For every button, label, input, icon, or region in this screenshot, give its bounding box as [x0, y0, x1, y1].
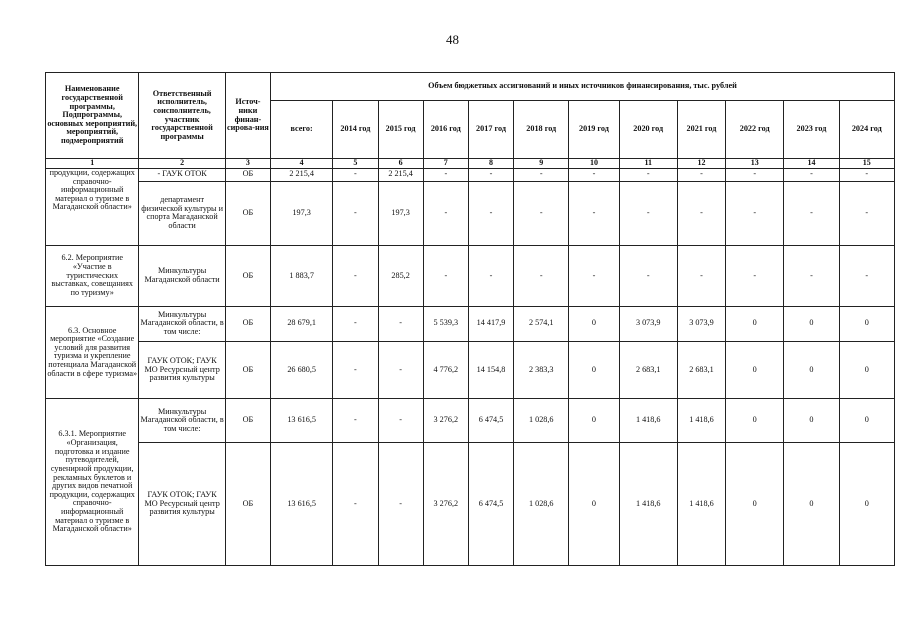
column-number: 1 [46, 159, 139, 169]
source-cell: ОБ [225, 341, 270, 398]
source-cell: ОБ [225, 169, 270, 182]
responsible-cell: Минкультуры Магаданской области, в том числе: [139, 306, 225, 341]
year-value-cell: 0 [784, 306, 839, 341]
header-responsible: Ответственный исполнитель, соисполнитель, участник государственной программы [139, 73, 225, 159]
year-value-cell: - [569, 181, 619, 246]
year-value-cell: - [333, 246, 378, 306]
header-year: 2016 год [423, 101, 468, 159]
year-value-cell: 0 [569, 399, 619, 443]
year-value-cell: - [333, 442, 378, 565]
table-row [46, 181, 895, 246]
year-value-cell: - [839, 181, 894, 246]
year-value-cell: 14 154,8 [468, 341, 513, 398]
year-value-cell: 1 418,6 [619, 399, 677, 443]
header-year: 2014 год [333, 101, 378, 159]
page-number: 48 [446, 32, 459, 47]
measure-name: 6.2. Мероприятие «Участие в туристических выставках, совещаниях по туризму» [46, 246, 139, 306]
year-value-cell: 1 028,6 [514, 399, 569, 443]
year-value-cell: - [619, 169, 677, 182]
year-value-cell: - [333, 341, 378, 398]
header-volume: Объем бюджетных ассигнований и иных источников финансирования, тыс. рублей [271, 73, 895, 101]
year-value-cell: 1 418,6 [677, 399, 725, 443]
column-number: 15 [839, 159, 894, 169]
table-row [46, 399, 895, 443]
table-row [46, 442, 895, 565]
year-value-cell: 2 683,1 [677, 341, 725, 398]
year-value-cell: 4 776,2 [423, 341, 468, 398]
year-value-cell: 0 [726, 306, 784, 341]
column-number: 12 [677, 159, 725, 169]
measure-name: 6.3.1. Мероприятие «Организация, подготовка и издание путеводителей, сувенирной продукции, рекламных буклетов и других видов печатной продукции, содержащих справочно-информационный материал о туризме в Магаданской области» [46, 399, 139, 566]
year-value-cell: 2 215,4 [378, 169, 423, 182]
year-value-cell: 14 417,9 [468, 306, 513, 341]
header-year: 2023 год [784, 101, 839, 159]
year-value-cell: - [468, 246, 513, 306]
year-value-cell: 2 683,1 [619, 341, 677, 398]
year-value-cell: 2 383,3 [514, 341, 569, 398]
year-value-cell: - [514, 181, 569, 246]
total-cell: 1 883,7 [271, 246, 333, 306]
header-year: 2022 год [726, 101, 784, 159]
total-cell: 197,3 [271, 181, 333, 246]
source-cell: ОБ [225, 246, 270, 306]
year-value-cell: - [468, 169, 513, 182]
total-cell: 13 616,5 [271, 399, 333, 443]
header-year: 2020 год [619, 101, 677, 159]
responsible-cell: ГАУК ОТОК; ГАУК МО Ресурсный центр развития культуры [139, 341, 225, 398]
year-value-cell: - [569, 169, 619, 182]
year-value-cell: - [677, 169, 725, 182]
measure-name: продукции, содержащих справочно-информационный материал о туризме в Магаданской области» [46, 169, 139, 246]
year-value-cell: 0 [569, 341, 619, 398]
year-value-cell: - [378, 341, 423, 398]
year-value-cell: - [677, 181, 725, 246]
table-row [46, 169, 895, 182]
column-number: 10 [569, 159, 619, 169]
year-value-cell: - [378, 442, 423, 565]
year-value-cell: - [619, 246, 677, 306]
header-year: 2015 год [378, 101, 423, 159]
header-year: 2019 год [569, 101, 619, 159]
header-source: Источ-ники финан-сирова-ния [225, 73, 270, 159]
year-value-cell: 1 418,6 [677, 442, 725, 565]
year-value-cell: 1 418,6 [619, 442, 677, 565]
year-value-cell: - [423, 169, 468, 182]
year-value-cell: 1 028,6 [514, 442, 569, 565]
year-value-cell: - [784, 246, 839, 306]
column-number: 14 [784, 159, 839, 169]
year-value-cell: - [619, 181, 677, 246]
year-value-cell: 0 [726, 442, 784, 565]
financing-table [45, 72, 895, 566]
year-value-cell: 5 539,3 [423, 306, 468, 341]
year-value-cell: - [514, 169, 569, 182]
year-value-cell: 0 [569, 442, 619, 565]
total-cell: 28 679,1 [271, 306, 333, 341]
column-number: 4 [271, 159, 333, 169]
table-row [46, 341, 895, 398]
year-value-cell: 2 574,1 [514, 306, 569, 341]
year-value-cell: - [333, 181, 378, 246]
column-number: 6 [378, 159, 423, 169]
year-value-cell: 0 [726, 341, 784, 398]
year-value-cell: - [784, 181, 839, 246]
column-number: 9 [514, 159, 569, 169]
column-number: 2 [139, 159, 225, 169]
year-value-cell: - [378, 399, 423, 443]
year-value-cell: - [423, 246, 468, 306]
year-value-cell: - [726, 246, 784, 306]
year-value-cell: 0 [839, 306, 894, 341]
year-value-cell: - [839, 246, 894, 306]
year-value-cell: - [468, 181, 513, 246]
year-value-cell: - [423, 181, 468, 246]
year-value-cell: 0 [569, 306, 619, 341]
year-value-cell: - [569, 246, 619, 306]
year-value-cell: 0 [839, 399, 894, 443]
year-value-cell: - [726, 181, 784, 246]
table-row [46, 306, 895, 341]
column-number: 3 [225, 159, 270, 169]
column-number: 11 [619, 159, 677, 169]
year-value-cell: - [333, 169, 378, 182]
responsible-cell: Минкультуры Магаданской области [139, 246, 225, 306]
year-value-cell: - [839, 169, 894, 182]
year-value-cell: - [378, 306, 423, 341]
header-year: 2017 год [468, 101, 513, 159]
source-cell: ОБ [225, 181, 270, 246]
source-cell: ОБ [225, 399, 270, 443]
column-number: 8 [468, 159, 513, 169]
responsible-cell: Минкультуры Магаданской области, в том числе: [139, 399, 225, 443]
year-value-cell: 0 [839, 341, 894, 398]
responsible-cell: департамент физической культуры и спорта Магаданской области [139, 181, 225, 246]
year-value-cell: - [514, 246, 569, 306]
year-value-cell: 0 [784, 341, 839, 398]
responsible-cell: - ГАУК ОТОК [139, 169, 225, 182]
year-value-cell: - [333, 306, 378, 341]
column-number: 5 [333, 159, 378, 169]
year-value-cell: 3 073,9 [619, 306, 677, 341]
year-value-cell: 3 276,2 [423, 442, 468, 565]
year-value-cell: 3 276,2 [423, 399, 468, 443]
year-value-cell: - [784, 169, 839, 182]
header-year: 2018 год [514, 101, 569, 159]
responsible-cell: ГАУК ОТОК; ГАУК МО Ресурсный центр развития культуры [139, 442, 225, 565]
year-value-cell: 6 474,5 [468, 399, 513, 443]
column-number: 7 [423, 159, 468, 169]
total-cell: 26 680,5 [271, 341, 333, 398]
year-value-cell: 6 474,5 [468, 442, 513, 565]
header-year: 2024 год [839, 101, 894, 159]
header-total: всего: [271, 101, 333, 159]
year-value-cell: 0 [784, 399, 839, 443]
column-number: 13 [726, 159, 784, 169]
header-year: 2021 год [677, 101, 725, 159]
year-value-cell: 197,3 [378, 181, 423, 246]
table-row [46, 246, 895, 306]
year-value-cell: - [677, 246, 725, 306]
year-value-cell: 0 [839, 442, 894, 565]
year-value-cell: - [726, 169, 784, 182]
total-cell: 2 215,4 [271, 169, 333, 182]
year-value-cell: 0 [726, 399, 784, 443]
year-value-cell: 285,2 [378, 246, 423, 306]
total-cell: 13 616,5 [271, 442, 333, 565]
source-cell: ОБ [225, 306, 270, 341]
year-value-cell: 0 [784, 442, 839, 565]
year-value-cell: - [333, 399, 378, 443]
year-value-cell: 3 073,9 [677, 306, 725, 341]
source-cell: ОБ [225, 442, 270, 565]
header-name: Наименование государственной программы, Подпрограммы, основных мероприятий, мероприятий, подмероприятий [46, 73, 139, 159]
measure-name: 6.3. Основное мероприятие «Создание условий для развития туризма и укрепление потенциала Магаданской области в сфере туризма» [46, 306, 139, 399]
